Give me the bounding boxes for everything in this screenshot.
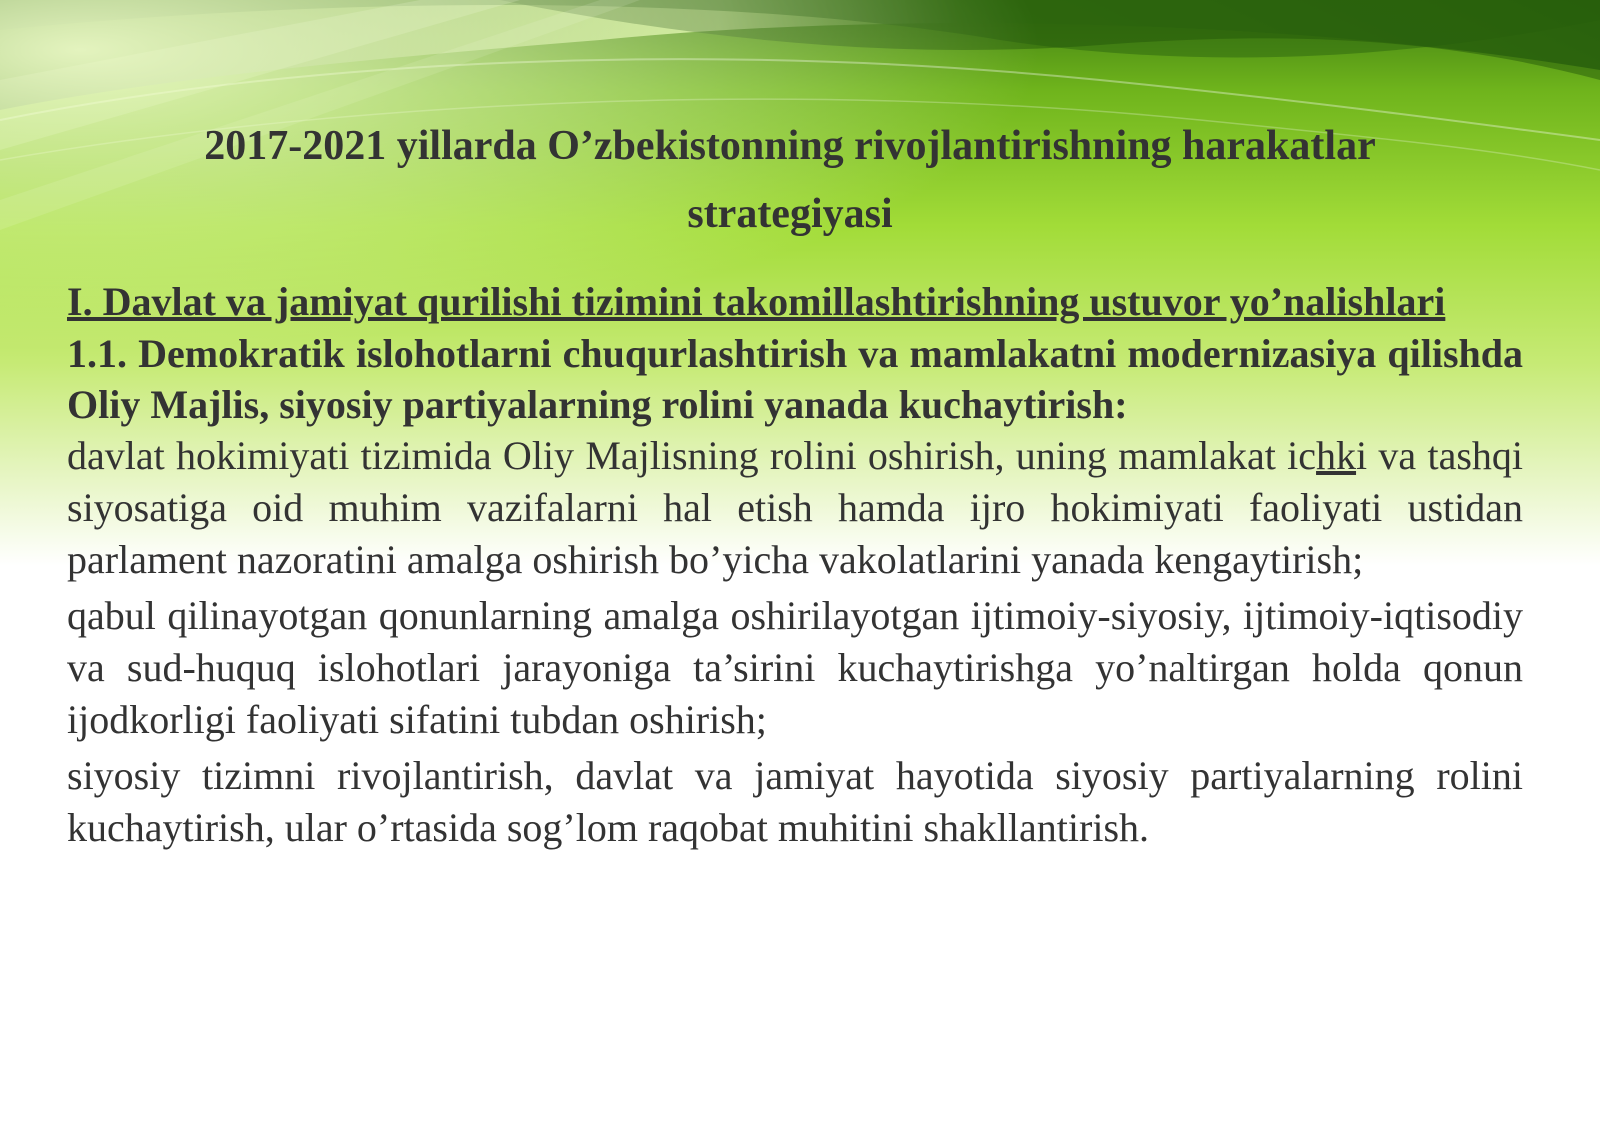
paragraph-1-underlined: hk (1316, 433, 1357, 478)
paragraph-2: qabul qilinayotgan qonunlarning amalga oshirilayotgan ijtimoiy-siyosiy, ijtimoiy-iqtisodiy va sud-huquq islohotlari jarayoniga ta’sirini kuchaytirishga yo’naltirgan holda qonun ijodkorligi faoliyati sifatini tubdan oshirish; (67, 593, 1523, 742)
section-heading: I. Davlat va jamiyat qurilishi tizimini takomillashtirishning ustuvor yo’nalishlari (67, 279, 1446, 324)
section-subheading: 1.1. Demokratik islohotlarni chuqurlashtirish va mamlakatni modernizasiya qilishda Oliy Majlis, siyosiy partiyalarning rolini yanada kuchaytirish: (67, 331, 1523, 427)
paragraph-1-start: davlat hokimiyati tizimida Oliy Majlisning rolini oshirish, uning mamlakat ic (67, 433, 1317, 478)
slide-title (60, 112, 1520, 248)
slide-content (67, 276, 1523, 858)
paragraph-1 (67, 430, 1523, 586)
slide-title-line-1: 2017-2021 yillarda O’zbekistonning rivojlantirishning harakatlar (204, 123, 1376, 169)
paragraph-3: siyosiy tizimni rivojlantirish, davlat va jamiyat hayotida siyosiy partiyalarning rolini kuchaytirish, ular o’rtasida sog’lom raqobat muhitini shakllantirish. (67, 753, 1523, 850)
slide-title-line-2: strategiyasi (687, 191, 893, 237)
paragraph-1-end: i va tashqi siyosatiga oid muhim vazifalarni hal etish hamda ijro hokimiyati faoliyati ustidan parlament nazoratini amalga oshirish bo’yicha vakolatlarini yanada kengaytirish; (67, 433, 1523, 582)
